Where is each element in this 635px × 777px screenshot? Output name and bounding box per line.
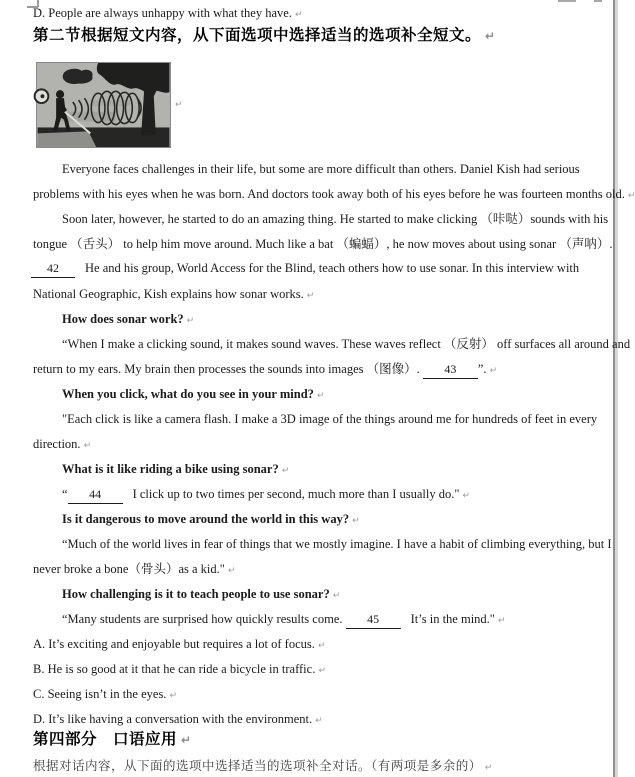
answer-text: "Each click is like a camera flash. I make a 3D image of the things around me for hundreds of feet in every bbox=[62, 412, 598, 426]
answer-line bbox=[33, 561, 235, 580]
answer-line bbox=[62, 411, 597, 428]
question-text: Is it dangerous to move around the world in this way? bbox=[62, 512, 350, 526]
text-boundary-mark-top-right-small bbox=[594, 0, 602, 2]
option-text: C. Seeing isn’t in the eyes. bbox=[33, 687, 167, 701]
passage-line bbox=[33, 186, 635, 205]
option-d bbox=[33, 711, 323, 730]
paragraph-mark-icon: ↵ bbox=[332, 591, 341, 601]
passage-text: He and his group, World Access for the Blind, teach others how to use sonar. In this interview with bbox=[85, 261, 580, 275]
paragraph-mark-icon: ↵ bbox=[281, 466, 290, 476]
question-2 bbox=[62, 386, 324, 405]
paragraph-mark-icon: ↵ bbox=[497, 616, 506, 626]
prev-option-d-text: D. People are always unhappy with what they have. bbox=[33, 6, 292, 20]
answer-line bbox=[62, 336, 630, 353]
sonar-illustration-image bbox=[36, 62, 171, 148]
paragraph-mark-icon: ↵ bbox=[352, 516, 360, 526]
answer-line-blank-45 bbox=[62, 611, 505, 630]
answer-text: ”. bbox=[477, 362, 487, 376]
paragraph-mark-icon: ↵ bbox=[462, 491, 471, 501]
option-a bbox=[33, 636, 325, 655]
paragraph-mark-icon: ↵ bbox=[227, 566, 236, 576]
paragraph-mark-icon: ↵ bbox=[294, 10, 303, 20]
answer-line-blank-44 bbox=[62, 486, 470, 505]
passage-text: Soon later, however, he started to do an amazing thing. He started to make clicking （咔哒）sounds with his bbox=[62, 212, 609, 226]
question-5 bbox=[62, 586, 340, 605]
answer-text: “Many students are surprised how quickly results come. bbox=[62, 612, 343, 626]
passage-text: tongue （舌头） to help him move around. Much like a bat （蝙蝠）, he now moves about using sonar （声呐）. bbox=[33, 237, 613, 251]
paragraph-mark-icon: ↵ bbox=[316, 391, 325, 401]
prev-option-d-line bbox=[33, 5, 303, 24]
option-c bbox=[33, 686, 177, 705]
section2-heading bbox=[33, 27, 496, 45]
blank-44: 44 bbox=[68, 486, 123, 504]
option-text: A. It’s exciting and enjoyable but requires a lot of focus. bbox=[33, 637, 315, 651]
blank-45: 45 bbox=[346, 611, 401, 629]
answer-text: direction. bbox=[33, 437, 81, 451]
paragraph-mark-icon: ↵ bbox=[485, 29, 496, 43]
paragraph-mark-icon: ↵ bbox=[484, 763, 493, 773]
blank-43: 43 bbox=[423, 361, 478, 379]
option-b bbox=[33, 661, 326, 680]
option-text: D. It’s like having a conversation with the environment. bbox=[33, 712, 313, 726]
paragraph-mark-icon: ↵ bbox=[186, 316, 195, 326]
question-1 bbox=[62, 311, 194, 330]
paragraph-mark-icon: ↵ bbox=[306, 291, 315, 301]
paragraph-mark-icon: ↵ bbox=[315, 716, 323, 726]
illustration-cloud bbox=[63, 69, 93, 84]
answer-text: It’s in the mind." bbox=[410, 612, 495, 626]
question-3 bbox=[62, 461, 289, 480]
paragraph-mark-icon: ↵ bbox=[181, 733, 192, 747]
answer-line-blank-43 bbox=[33, 361, 497, 380]
part4-instruction-text: 根据对话内容，从下面的选项中选择适当的选项补全对话。（有两项是多余的） bbox=[33, 759, 482, 773]
answer-line bbox=[33, 436, 91, 455]
question-text: What is it like riding a bike using sonar? bbox=[62, 462, 279, 476]
answer-text: “Much of the world lives in fear of things that we mostly imagine. I have a habit of climbing everything, but I bbox=[62, 537, 612, 551]
passage-text: problems with his eyes when he was born. And doctors took away both of his eyes before he was fourteen months old. bbox=[33, 187, 625, 201]
passage-line bbox=[62, 161, 580, 178]
illustration-noise bbox=[91, 100, 130, 106]
blank-42: 42 bbox=[31, 260, 75, 278]
answer-text: “ bbox=[62, 487, 68, 501]
part4-heading bbox=[33, 731, 192, 749]
page-right-edge bbox=[613, 0, 618, 777]
passage-line-blank-42 bbox=[31, 260, 579, 278]
passage-text: National Geographic, Kish explains how sonar works. bbox=[33, 287, 304, 301]
answer-text: never broke a bone（骨头）as a kid." bbox=[33, 562, 225, 576]
section2-heading-text: 第二节根据短文内容，从下面选项中选择适当的选项补全短文。 bbox=[33, 27, 482, 44]
illustration-sun-center bbox=[41, 94, 45, 98]
question-4 bbox=[62, 511, 360, 530]
passage-line bbox=[33, 236, 612, 253]
question-text: How does sonar work? bbox=[62, 312, 184, 326]
option-text: B. He is so good at it that he can ride a bicycle in traffic. bbox=[33, 662, 316, 676]
answer-line bbox=[62, 536, 612, 553]
passage-line bbox=[62, 211, 608, 228]
answer-text: return to my ears. My brain then processes the sounds into images （图像）. bbox=[33, 362, 420, 376]
paragraph-mark-icon: ↵ bbox=[489, 366, 498, 376]
paragraph-mark-icon: ↵ bbox=[627, 191, 635, 201]
question-text: How challenging is it to teach people to use sonar? bbox=[62, 587, 330, 601]
paragraph-mark-icon: ↵ bbox=[175, 100, 183, 110]
paragraph-mark-icon: ↵ bbox=[169, 691, 177, 701]
paragraph-mark-icon: ↵ bbox=[83, 441, 92, 451]
passage-line bbox=[33, 286, 314, 305]
answer-text: I click up to two times per second, much more than I usually do." bbox=[132, 487, 460, 501]
passage-text: Everyone faces challenges in their life, but some are more difficult than others. Daniel Kish had serious bbox=[62, 162, 580, 176]
question-text: When you click, what do you see in your mind? bbox=[62, 387, 314, 401]
part4-heading-text: 第四部分 口语应用 bbox=[33, 731, 178, 748]
part4-instruction bbox=[33, 758, 493, 777]
answer-text: “When I make a clicking sound, it makes sound waves. These waves reflect （反射） off surfaces all around and bbox=[62, 337, 631, 351]
illustration-path bbox=[38, 131, 97, 147]
text-boundary-mark-top-right bbox=[558, 0, 576, 2]
paragraph-mark-icon: ↵ bbox=[318, 666, 326, 676]
paragraph-mark-icon: ↵ bbox=[317, 641, 326, 651]
